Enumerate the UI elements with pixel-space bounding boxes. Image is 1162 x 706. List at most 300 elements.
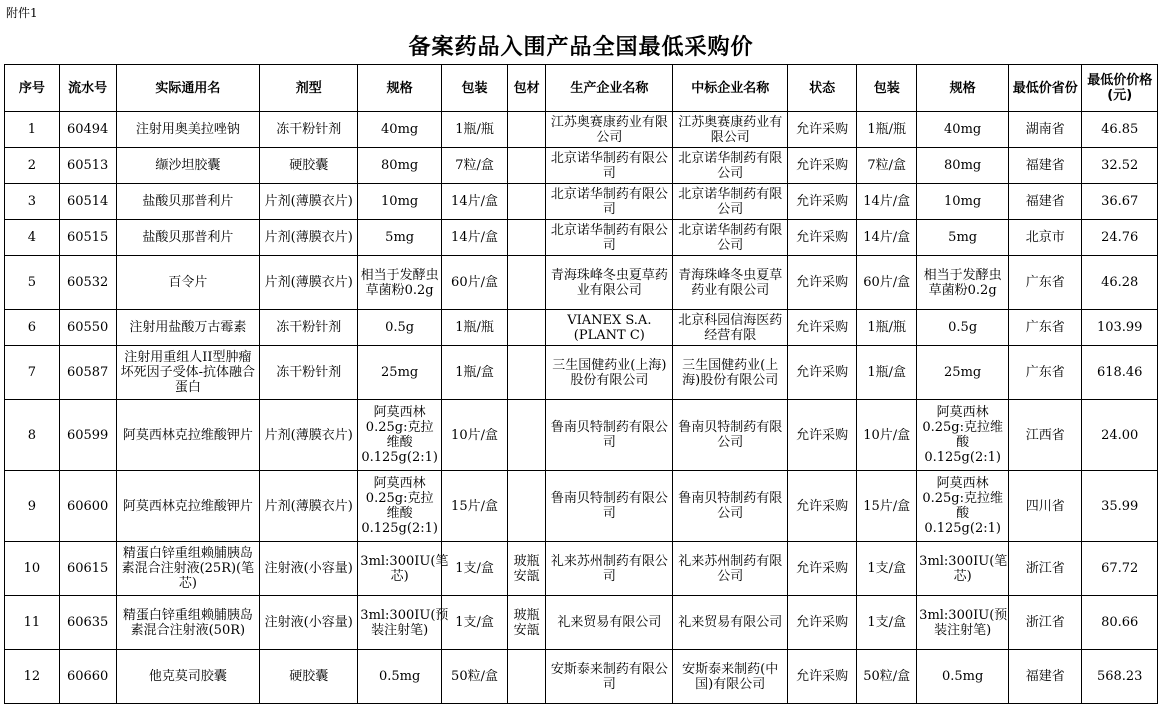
col-status-header: 状态 — [788, 65, 857, 112]
col-package-cell — [441, 596, 507, 650]
col-package-material-cell — [508, 310, 546, 346]
col-min-price-value: 36.67 — [1101, 194, 1139, 209]
col-seq-value: 10 — [23, 561, 41, 576]
col-package-material-header: 包材 — [508, 65, 546, 112]
col-dosage-form-value: 片剂(薄膜衣片) — [264, 427, 353, 443]
col-serial-header: 流水号 — [59, 65, 116, 112]
col-spec-2-value: 0.5mg — [941, 669, 984, 684]
col-spec-cell — [358, 542, 449, 596]
col-min-price-cell — [1082, 650, 1158, 704]
col-package-value: 1支/盒 — [455, 561, 494, 576]
col-spec-cell — [358, 400, 442, 471]
col-min-price-value: 46.28 — [1101, 275, 1139, 290]
col-min-price-province-value: 福建省 — [1025, 158, 1065, 173]
table-row — [5, 650, 1158, 704]
header-row — [5, 65, 1158, 112]
col-spec-cell — [358, 310, 442, 346]
col-package-cell — [441, 310, 507, 346]
col-manufacturer-cell — [546, 112, 673, 148]
col-manufacturer-value: VIANEX S.A.(PLANT C) — [567, 312, 652, 343]
col-min-price-cell — [1082, 220, 1158, 256]
col-bid-company-cell — [673, 220, 788, 256]
col-dosage-form-value: 冻干粉针剂 — [276, 122, 342, 137]
col-serial-value: 60660 — [66, 669, 109, 684]
col-package-2-value: 1支/盒 — [867, 561, 907, 576]
col-generic-name-value: 注射用盐酸万古霉素 — [129, 320, 247, 335]
col-package-value: 15片/盒 — [451, 498, 498, 514]
col-bid-company-value: 江苏奥赛康药业有限公司 — [678, 114, 783, 145]
col-generic-name-cell — [116, 310, 260, 346]
col-manufacturer-cell — [546, 220, 673, 256]
col-manufacturer-cell — [546, 650, 673, 704]
col-status-value: 允许采购 — [796, 194, 849, 209]
col-min-price-cell — [1082, 148, 1158, 184]
col-package-material-cell — [508, 184, 546, 220]
col-package-2-value: 1瓶/盒 — [867, 365, 907, 380]
col-dosage-form-cell — [260, 220, 358, 256]
col-status-value: 允许采购 — [796, 669, 849, 684]
col-bid-company-cell — [673, 400, 788, 471]
col-min-price-province-value: 广东省 — [1025, 365, 1065, 380]
col-package-2-value: 14片/盒 — [863, 230, 911, 245]
col-min-price-value: 24.76 — [1101, 230, 1139, 245]
col-dosage-form-cell — [260, 346, 358, 400]
table-row — [5, 471, 1158, 542]
col-status-cell — [788, 400, 857, 471]
col-manufacturer-header: 生产企业名称 — [546, 65, 673, 112]
col-package-2-value: 15片/盒 — [863, 498, 911, 514]
col-dosage-form-value: 注射液(小容量) — [264, 561, 353, 576]
col-min-price-province-value: 广东省 — [1025, 275, 1065, 290]
col-serial-value: 60550 — [66, 320, 109, 335]
col-spec-2-cell — [917, 650, 1009, 704]
col-bid-company-cell — [673, 256, 788, 310]
col-serial-cell — [59, 184, 116, 220]
col-generic-name-cell — [116, 184, 260, 220]
col-spec-cell — [358, 184, 442, 220]
col-status-value: 允许采购 — [796, 275, 849, 290]
col-generic-name-cell — [116, 220, 260, 256]
col-serial-cell — [59, 346, 116, 400]
col-spec-2-value: 40mg — [944, 122, 982, 137]
col-serial-value: 60600 — [66, 498, 109, 514]
col-serial-cell — [59, 650, 116, 704]
col-min-price-province-value: 浙江省 — [1025, 615, 1065, 630]
table-row — [5, 400, 1158, 471]
col-seq-cell — [5, 184, 60, 220]
col-package-material-cell — [508, 542, 546, 596]
col-package-2-cell — [857, 256, 917, 310]
col-spec-2-cell — [917, 184, 1009, 220]
col-status-cell — [788, 148, 857, 184]
col-seq-value: 11 — [23, 615, 41, 630]
col-bid-company-value: 青海珠峰冬虫夏草药业有限公司 — [678, 267, 783, 298]
col-manufacturer-cell — [546, 184, 673, 220]
col-seq-cell — [5, 471, 60, 542]
col-min-price-value: 32.52 — [1101, 158, 1139, 173]
col-dosage-form-cell — [260, 596, 358, 650]
col-spec-2-value: 80mg — [944, 158, 982, 173]
col-min-price-province-cell — [1009, 148, 1082, 184]
col-dosage-form-value: 硬胶囊 — [289, 158, 329, 173]
col-package-material-cell — [508, 112, 546, 148]
col-spec-2-value: 阿莫西林0.25g:克拉维酸0.125g(2:1) — [922, 476, 1003, 536]
col-dosage-form-cell — [260, 148, 358, 184]
col-package-2-value: 7粒/盒 — [867, 158, 907, 173]
col-package-material-cell — [508, 471, 546, 542]
col-status-cell — [788, 471, 857, 542]
col-generic-name-value: 注射用奥美拉唑钠 — [135, 122, 240, 137]
col-manufacturer-value: 礼来贸易有限公司 — [557, 615, 662, 630]
col-package-cell — [441, 256, 507, 310]
col-spec-2-cell — [917, 310, 1009, 346]
col-dosage-form-value: 冻干粉针剂 — [276, 320, 342, 335]
col-dosage-form-cell — [260, 650, 358, 704]
col-min-price-province-value: 福建省 — [1025, 669, 1065, 684]
col-bid-company-cell — [673, 346, 788, 400]
col-status-value: 允许采购 — [796, 561, 849, 576]
col-manufacturer-cell — [546, 471, 673, 542]
col-dosage-form-cell — [260, 184, 358, 220]
col-package-2-value: 1瓶/瓶 — [867, 320, 907, 335]
col-package-material-value: 玻瓶安瓿 — [513, 553, 540, 584]
col-package-cell — [441, 542, 507, 596]
col-generic-name-value: 精蛋白锌重组赖脯胰岛素混合注射液(50R) — [122, 607, 253, 638]
col-dosage-form-cell — [260, 256, 358, 310]
col-bid-company-value: 三生国健药业(上海)股份有限公司 — [682, 357, 779, 388]
col-manufacturer-value: 青海珠峰冬虫夏草药业有限公司 — [550, 267, 668, 298]
col-spec-cell — [358, 148, 442, 184]
col-seq-cell — [5, 310, 60, 346]
col-min-price-province-value: 湖南省 — [1025, 122, 1065, 137]
col-package-2-header: 包装 — [857, 65, 917, 112]
col-package-2-cell — [857, 650, 917, 704]
col-generic-name-cell — [116, 112, 260, 148]
col-manufacturer-cell — [546, 148, 673, 184]
col-spec-2-value: 相当于发酵虫草菌粉0.2g — [923, 267, 1002, 298]
col-status-cell — [788, 650, 857, 704]
col-generic-name-value: 盐酸贝那普利片 — [142, 230, 234, 245]
col-bid-company-cell — [673, 310, 788, 346]
col-package-2-cell — [857, 310, 917, 346]
col-min-price-value: 35.99 — [1101, 498, 1139, 514]
col-dosage-form-value: 冻干粉针剂 — [276, 365, 342, 380]
col-package-2-value: 10片/盒 — [863, 427, 911, 443]
col-serial-value: 60587 — [66, 365, 109, 380]
col-package-value: 14片/盒 — [451, 194, 498, 209]
col-serial-value: 60515 — [66, 230, 109, 245]
col-seq-value: 6 — [27, 320, 37, 335]
col-package-2-cell — [857, 148, 917, 184]
col-package-cell — [441, 346, 507, 400]
col-min-price-province-cell — [1009, 346, 1082, 400]
col-package-cell — [441, 112, 507, 148]
col-serial-cell — [59, 112, 116, 148]
col-spec-value: 相当于发酵虫草菌粉0.2g — [360, 267, 439, 298]
col-spec-value: 阿莫西林0.25g:克拉维酸0.125g(2:1) — [361, 405, 438, 465]
col-min-price-value: 103.99 — [1096, 320, 1143, 335]
col-spec-2-value: 3ml:300IU(笔芯) — [919, 553, 1008, 584]
col-min-price-province-value: 北京市 — [1025, 230, 1065, 245]
col-package-value: 1瓶/瓶 — [455, 320, 494, 335]
col-generic-name-value: 百令片 — [168, 275, 208, 290]
col-manufacturer-cell — [546, 596, 673, 650]
col-bid-company-value: 礼来贸易有限公司 — [678, 615, 783, 630]
col-bid-company-value: 礼来苏州制药有限公司 — [678, 553, 783, 584]
col-package-material-cell — [508, 220, 546, 256]
col-min-price-cell — [1082, 184, 1158, 220]
col-min-price-cell — [1082, 471, 1158, 542]
col-min-price-province-cell — [1009, 542, 1082, 596]
col-dosage-form-cell — [260, 112, 358, 148]
col-generic-name-cell — [116, 346, 260, 400]
col-min-price-province-cell — [1009, 471, 1082, 542]
col-manufacturer-value: 鲁南贝特制药有限公司 — [550, 491, 668, 521]
col-dosage-form-cell — [260, 542, 358, 596]
col-package-value: 1瓶/瓶 — [455, 122, 494, 137]
col-spec-value: 5mg — [385, 230, 415, 245]
col-seq-value: 2 — [27, 158, 37, 173]
col-spec-2-cell — [917, 220, 1009, 256]
col-status-cell — [788, 542, 857, 596]
col-spec-value: 3ml:300IU(预装注射笔) — [360, 607, 449, 638]
col-spec-value: 0.5g — [385, 320, 415, 335]
col-manufacturer-value: 江苏奥赛康药业有限公司 — [550, 114, 668, 145]
col-seq-value: 9 — [27, 498, 37, 514]
col-package-2-cell — [857, 400, 917, 471]
col-spec-cell — [358, 596, 449, 650]
col-package-material-value: 玻瓶安瓿 — [513, 607, 540, 638]
col-spec-2-value: 0.5g — [948, 320, 978, 335]
col-min-price-value: 67.72 — [1101, 561, 1139, 576]
col-seq-value: 5 — [27, 275, 37, 290]
col-min-price-value: 618.46 — [1096, 365, 1143, 380]
col-seq-value: 8 — [27, 427, 37, 443]
col-package-material-cell — [508, 400, 546, 471]
col-spec-value: 3ml:300IU(笔芯) — [360, 553, 449, 584]
col-dosage-form-value: 片剂(薄膜衣片) — [264, 498, 353, 514]
col-dosage-form-value: 片剂(薄膜衣片) — [264, 194, 353, 209]
col-spec-value: 80mg — [381, 158, 419, 173]
col-package-2-cell — [857, 596, 917, 650]
col-package-2-cell — [857, 184, 917, 220]
col-bid-company-cell — [673, 148, 788, 184]
col-generic-name-cell — [116, 148, 260, 184]
col-serial-value: 60615 — [66, 561, 109, 576]
col-spec-2-cell — [917, 148, 1009, 184]
col-spec-cell — [358, 112, 442, 148]
col-spec-value: 阿莫西林0.25g:克拉维酸0.125g(2:1) — [361, 476, 438, 536]
col-dosage-form-value: 硬胶囊 — [289, 669, 329, 684]
col-min-price-province-cell — [1009, 256, 1082, 310]
col-min-price-province-value: 四川省 — [1025, 498, 1065, 514]
col-bid-company-value: 北京诺华制药有限公司 — [678, 186, 783, 217]
col-manufacturer-cell — [546, 542, 673, 596]
col-package-material-cell — [508, 650, 546, 704]
col-package-2-cell — [857, 346, 917, 400]
col-min-price-province-value: 福建省 — [1025, 194, 1065, 209]
col-status-cell — [788, 310, 857, 346]
col-spec-value: 0.5mg — [378, 669, 421, 684]
col-spec-value: 10mg — [381, 194, 419, 209]
col-min-price-header: 最低价价格(元) — [1082, 65, 1158, 112]
col-seq-value: 7 — [27, 365, 37, 380]
col-spec-2-header: 规格 — [917, 65, 1009, 112]
col-bid-company-value: 北京诺华制药有限公司 — [678, 222, 783, 253]
col-bid-company-cell — [673, 112, 788, 148]
table-row — [5, 542, 1158, 596]
col-generic-name-header: 实际通用名 — [116, 65, 260, 112]
col-spec-2-value: 10mg — [944, 194, 982, 209]
col-status-cell — [788, 220, 857, 256]
col-dosage-form-value: 注射液(小容量) — [264, 615, 353, 630]
col-generic-name-value: 缬沙坦胶囊 — [155, 158, 221, 173]
col-min-price-province-cell — [1009, 184, 1082, 220]
col-seq-cell — [5, 148, 60, 184]
col-spec-2-value: 25mg — [944, 365, 982, 380]
col-status-cell — [788, 184, 857, 220]
col-spec-2-cell — [917, 542, 1009, 596]
col-spec-header: 规格 — [358, 65, 442, 112]
col-package-value: 1支/盒 — [455, 615, 494, 630]
col-spec-2-cell — [917, 471, 1009, 542]
col-min-price-cell — [1082, 112, 1158, 148]
col-generic-name-value: 他克莫司胶囊 — [148, 669, 227, 684]
col-package-2-cell — [857, 542, 917, 596]
price-table — [4, 64, 1158, 704]
col-serial-value: 60599 — [66, 427, 109, 443]
col-spec-2-value: 阿莫西林0.25g:克拉维酸0.125g(2:1) — [922, 405, 1003, 465]
col-manufacturer-cell — [546, 346, 673, 400]
col-package-2-value: 1支/盒 — [867, 615, 907, 630]
col-package-value: 60片/盒 — [451, 275, 498, 290]
table-row — [5, 112, 1158, 148]
col-status-cell — [788, 112, 857, 148]
col-package-2-value: 50粒/盒 — [863, 669, 911, 684]
col-package-2-value: 1瓶/瓶 — [867, 122, 907, 137]
col-min-price-province-cell — [1009, 596, 1082, 650]
col-seq-value: 3 — [27, 194, 37, 209]
col-serial-value: 60494 — [66, 122, 109, 137]
col-package-value: 10片/盒 — [451, 427, 498, 443]
col-generic-name-cell — [116, 542, 260, 596]
col-generic-name-cell — [116, 650, 260, 704]
col-manufacturer-value: 北京诺华制药有限公司 — [550, 222, 668, 253]
col-manufacturer-value: 北京诺华制药有限公司 — [550, 186, 668, 217]
col-bid-company-header: 中标企业名称 — [673, 65, 788, 112]
col-spec-2-cell — [917, 256, 1009, 310]
col-bid-company-value: 北京诺华制药有限公司 — [678, 150, 783, 181]
attachment-label: 附件1 — [6, 6, 38, 20]
col-package-material-cell — [508, 596, 546, 650]
col-min-price-province-value: 江西省 — [1025, 427, 1065, 443]
col-spec-2-value: 3ml:300IU(预装注射笔) — [919, 607, 1008, 638]
col-min-price-cell — [1082, 256, 1158, 310]
col-manufacturer-cell — [546, 310, 673, 346]
col-package-cell — [441, 650, 507, 704]
col-spec-2-cell — [917, 346, 1009, 400]
col-bid-company-cell — [673, 184, 788, 220]
col-seq-value: 1 — [27, 122, 37, 137]
col-min-price-value: 24.00 — [1101, 427, 1139, 443]
col-seq-cell — [5, 542, 60, 596]
col-manufacturer-value: 鲁南贝特制药有限公司 — [550, 420, 668, 450]
col-status-value: 允许采购 — [796, 427, 849, 443]
col-dosage-form-header: 剂型 — [260, 65, 358, 112]
col-serial-cell — [59, 256, 116, 310]
col-generic-name-value: 阿莫西林克拉维酸钾片 — [122, 427, 253, 443]
col-seq-cell — [5, 596, 60, 650]
col-status-value: 允许采购 — [796, 230, 849, 245]
col-serial-cell — [59, 220, 116, 256]
col-serial-cell — [59, 310, 116, 346]
col-manufacturer-value: 安斯泰来制药有限公司 — [550, 661, 668, 692]
col-serial-value: 60532 — [66, 275, 109, 290]
col-package-2-value: 60片/盒 — [863, 275, 911, 290]
col-status-value: 允许采购 — [796, 498, 849, 514]
col-spec-2-value: 5mg — [948, 230, 978, 245]
col-package-material-cell — [508, 148, 546, 184]
col-generic-name-value: 盐酸贝那普利片 — [142, 194, 234, 209]
col-bid-company-cell — [673, 542, 788, 596]
col-package-header: 包装 — [441, 65, 507, 112]
col-dosage-form-cell — [260, 400, 358, 471]
col-manufacturer-cell — [546, 400, 673, 471]
col-status-value: 允许采购 — [796, 615, 849, 630]
col-generic-name-cell — [116, 471, 260, 542]
col-spec-cell — [358, 650, 442, 704]
col-status-value: 允许采购 — [796, 122, 849, 137]
col-spec-2-cell — [917, 596, 1009, 650]
col-dosage-form-value: 片剂(薄膜衣片) — [264, 230, 353, 245]
col-min-price-value: 46.85 — [1101, 122, 1139, 137]
col-generic-name-value: 精蛋白锌重组赖脯胰岛素混合注射液(25R)(笔芯) — [121, 546, 255, 591]
col-package-value: 14片/盒 — [451, 230, 498, 245]
table-row — [5, 346, 1158, 400]
col-package-material-cell — [508, 256, 546, 310]
col-seq-cell — [5, 400, 60, 471]
col-status-cell — [788, 596, 857, 650]
table-row — [5, 184, 1158, 220]
col-seq-cell — [5, 112, 60, 148]
col-spec-cell — [358, 471, 442, 542]
col-min-price-province-cell — [1009, 400, 1082, 471]
col-spec-cell — [358, 346, 442, 400]
col-spec-value: 25mg — [381, 365, 419, 380]
col-status-value: 允许采购 — [796, 365, 849, 380]
col-generic-name-value: 阿莫西林克拉维酸钾片 — [122, 498, 253, 514]
col-min-price-cell — [1082, 596, 1158, 650]
col-status-cell — [788, 256, 857, 310]
col-min-price-province-header: 最低价省份 — [1009, 65, 1082, 112]
col-bid-company-value: 安斯泰来制药(中国)有限公司 — [682, 661, 779, 692]
col-min-price-cell — [1082, 542, 1158, 596]
col-spec-cell — [358, 220, 442, 256]
col-spec-2-cell — [917, 112, 1009, 148]
col-serial-cell — [59, 400, 116, 471]
col-seq-value: 12 — [23, 669, 41, 684]
col-seq-cell — [5, 650, 60, 704]
col-spec-value: 40mg — [381, 122, 419, 137]
table-row — [5, 148, 1158, 184]
col-generic-name-cell — [116, 400, 260, 471]
col-status-cell — [788, 346, 857, 400]
col-seq-cell — [5, 346, 60, 400]
col-serial-value: 60635 — [66, 615, 109, 630]
col-package-value: 7粒/盒 — [455, 158, 494, 173]
col-generic-name-cell — [116, 596, 260, 650]
col-status-value: 允许采购 — [796, 320, 849, 335]
